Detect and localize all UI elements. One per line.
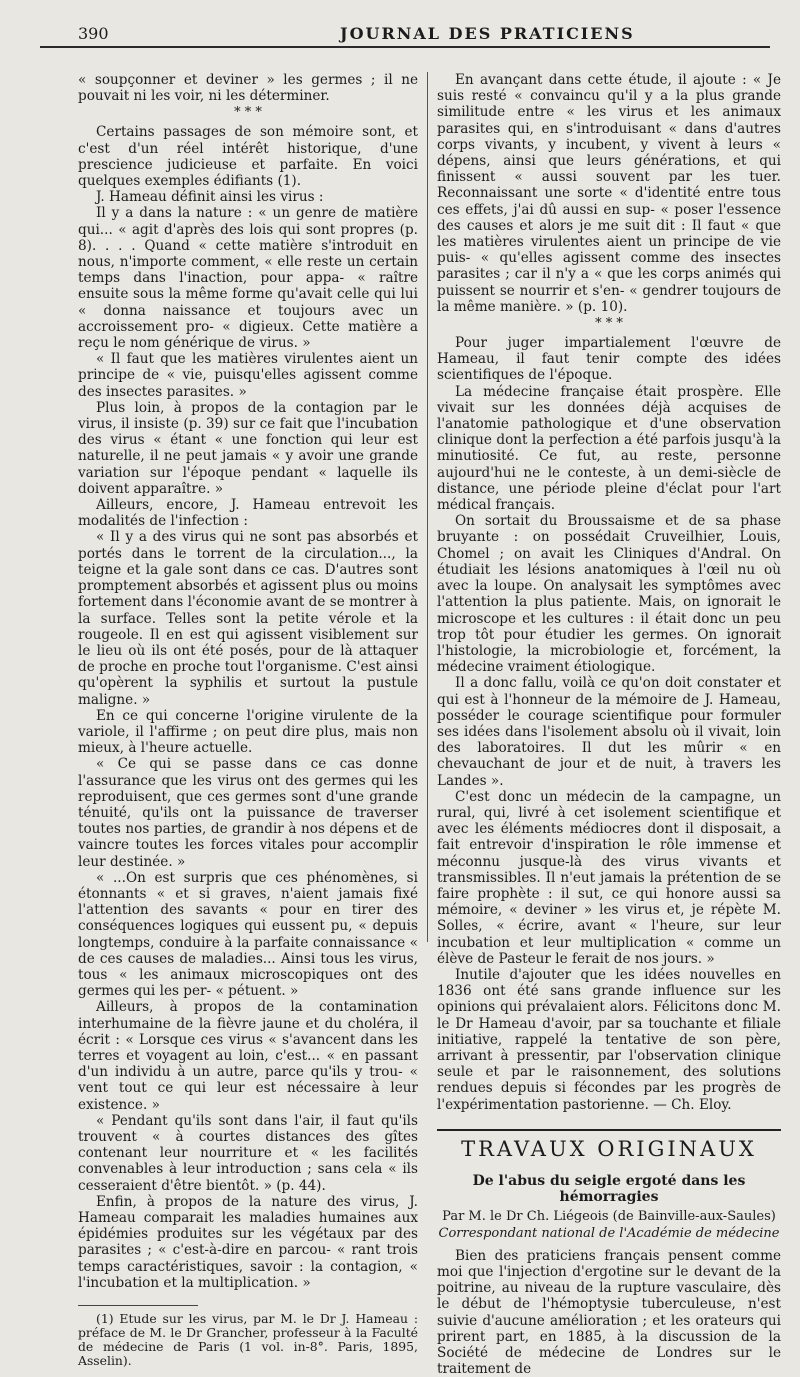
quote-paragraph: « ...On est surpris que ces phénomènes, si étonnants « et si graves, n'aient jamais fixé l'attention des savants « pour en tirer des conséquences logiques qui eussent pu, « depuis longtemps, conduire à la parfaite connaissance « de ces causes de maladies... Ainsi tous les virus, tous « les animaux microscopiques ont des germes qui les per- « pétuent. » — [78, 869, 418, 1000]
paragraph: Inutile d'ajouter que les idées nouvelles en 1836 ont été sans grande influence sur les opinions qui prévalaient alors. Félicitons donc M. le Dr Hameau d'avoir, par sa touchante et filiale initiative, rappelé la tentative de son père, arrivant à pressentir, par l'observation clinique seule et par le raisonnement, des solutions rendues depuis si fécondes par les progrès de l'expérimentation pastorienne. — Ch. Eloy. — [437, 966, 781, 1113]
page-number: 390 — [78, 24, 109, 43]
section-stars: * * * — [234, 105, 262, 121]
paragraph: Ailleurs, à propos de la contamination interhumaine de la fièvre jaune et du choléra, il écrit : « Lorsque ces virus « s'avancent dans les terres et voyagent au loin, c'est... « en passant d'un individu à un autre, parce qu'ils y trou- « vent tout ce qui leur est nécessaire à leur existence. » — [78, 999, 418, 1113]
article-title: De l'abus du seigle ergoté dans les hémorragies — [472, 1173, 746, 1206]
paragraph: La médecine française était prospère. Elle vivait sur les données déjà acquises de l'anatomie pathologique et d'une observation clinique dont la perfection a été parfois jusqu'à la minutiosité. Ce fut, au reste, personne aujourd'hui ne le conteste, à un demi-siècle de distance, une période pleine d'éclat pour l'art médical français. — [437, 383, 781, 514]
paragraph: J. Hameau définit ainsi les virus : — [96, 189, 324, 206]
article-author-role: Correspondant national de l'Académie de médecine — [438, 1225, 780, 1241]
paragraph: C'est donc un médecin de la campagne, un rural, qui, livré à cet isolement scientifique et avec les éléments médiocres dont il disposait, a fait entrevoir d'inspiration le rôle immense et méconnu jusque-là des virus vivants et transmissibles. Il n'eut jamais la prétention de se faire prophète : il sut, ce qui honore aussi sa mémoire, « deviner » les virus et, je répète M. Solles, « écrire, avant « l'heure, sur leur incubation et leur multiplication « comme un élève de Pasteur le ferait de nos jours. » — [437, 788, 781, 967]
paragraph: Plus loin, à propos de la contagion par le virus, il insiste (p. 39) sur ce fait que l'incubation des virus « étant « une fonction qui leur est naturelle, il ne peut jamais « y avoir une grande variation sur l'époque pendant « laquelle ils doivent apparaître. » — [78, 399, 418, 497]
paragraph: « soupçonner et deviner » les germes ; il ne pouvait ni les voir, ni les déterminer. — [78, 72, 418, 105]
paragraph: En avançant dans cette étude, il ajoute : « Je suis resté « convaincu qu'il y a la plus grande similitude entre « les virus et les animaux parasites qui, en s'introduisant « dans d'autres corps vivants, y incubent, y vivent à leurs « dépens, ainsi que leurs générations, et qui finissent « aussi souvent par les tuer. Reconnaissant une sorte « d'identité entre tous ces effets, j'ai dû aussi en sup- « poser l'essence des causes et alors je me suit dit : Il faut « que les matières virulentes aient un principe de vie puis- « qu'elles agissent comme des insectes parasites ; car il n'y a « que les corps animés qui puissent se nourrir et s'en- « gendrer toujours de la même manière. » (p. 10). — [437, 72, 781, 315]
quote-paragraph: « Ce qui se passe dans ce cas donne l'assurance que les virus ont des germes qui les reproduisent, que ces germes sont d'une grande ténuité, qu'ils ont la puissance de traverser toutes nos parties, de grandir à nos dépens et de vaincre toutes les forces vitales pour accomplir leur destinée. » — [78, 756, 418, 870]
paragraph: Il a donc fallu, voilà ce qu'on doit constater et qui est à l'honneur de la mémoire de J. Hameau, posséder le courage scientifique pour formuler ses idées dans l'isolement absolu où il vivait, loin des laboratoires. Il dut les mûrir « en chevauchant de jour et de nuit, à travers les Landes ». — [437, 675, 781, 789]
quote-paragraph: « Il faut que les matières virulentes aient un principe de « vie, puisqu'elles agissent comme des insectes parasites. » — [78, 351, 418, 400]
section-title: TRAVAUX ORIGINAUX — [437, 1129, 781, 1157]
quote-paragraph: « Pendant qu'ils sont dans l'air, il faut qu'ils trouvent « à courtes distances des gîtes contenant leur nourriture et « les facilités convenables à leur introduction ; sans cela « ils cesseraient d'être bientôt. » (p. 44). — [78, 1112, 418, 1194]
paragraph: Enfin, à propos de la nature des virus, J. Hameau comparait les maladies humaines aux épidémies produites sur les végétaux par des parasites ; « c'est-à-dire en parcou- « rant trois temps caractéristiques, savoir : la contagion, « l'incubation et la multiplication. » — [78, 1193, 418, 1291]
section-stars: * * * — [595, 316, 623, 332]
article-paragraph: Bien des praticiens français pensent comme moi que l'injection d'ergotine sur le devant de la poitrine, au niveau de la rupture vasculaire, dès le début de l'hémoptysie tuberculeuse, n'est suivie d'aucune amélioration ; et les orateurs qui prirent part, en 1885, à la discussion de la Société de médecine de Londres sur le traitement de — [437, 1247, 781, 1377]
paragraph: Certains passages de son mémoire sont, et c'est d'un réel intérêt historique, d'une prescience judicieuse et parfaite. En voici quelques exemples édifiants (1). — [78, 124, 418, 190]
footnote-rule — [78, 1305, 198, 1306]
footnote: (1) Etude sur les virus, par M. le Dr J. Hameau : préface de M. le Dr Grancher, professeur à la Faculté de médecine de Paris (1 vol. in-8°. Paris, 1895, Asselin). — [78, 1311, 418, 1369]
column-divider — [427, 72, 428, 942]
article-author: Par M. le Dr Ch. Liégeois (de Bainville-aux-Saules) — [442, 1209, 776, 1225]
paragraph: Pour juger impartialement l'œuvre de Hameau, il faut tenir compte des idées scientifiques de l'époque. — [437, 335, 781, 384]
paragraph: On sortait du Broussaisme et de sa phase bruyante : on possédait Cruveilhier, Louis, Chomel ; on avait les Cliniques d'Andral. On étudiait les lésions anatomiques à l'œil nu où avec la loupe. On analysait les symptômes avec l'attention la plus patiente. Mais, on ignorait le microscope et les cultures : il était donc un peu trop tôt pour étudier les germes. On ignorait l'histologie, la microbiologie et, forcément, la médecine vraiment étiologique. — [437, 513, 781, 676]
journal-title: JOURNAL DES PRATICIENS — [340, 24, 635, 43]
quote-paragraph: Il y a dans la nature : « un genre de matière qui... « agit d'après des lois qui sont propres (p. 8). . . . Quand « cette matière s'introduit en nous, n'importe comment, « elle reste un certain temps dans l'inaction, pour appa- « raître ensuite sous la même forme qu'avait celle qui lui « donna naissance et toujours avec un accroissement pro- « digieux. Cette matière a reçu le nom générique de virus. » — [78, 205, 418, 352]
paragraph: Ailleurs, encore, J. Hameau entrevoit les modalités de l'infection : — [78, 497, 418, 530]
quote-paragraph: « Il y a des virus qui ne sont pas absorbés et portés dans le torrent de la circulation..., la teigne et la gale sont dans ce cas. D'autres sont promptement absorbés et agissent plus ou moins fortement dans l'économie avant de se montrer à la surface. Telles sont la petite vérole et la rougeole. Il en est qui agissent visiblement sur le lieu où ils ont été posés, pour de là attaquer de proche en proche tout l'organisme. C'est ainsi qu'opèrent la syphilis et surtout la pustule maligne. » — [78, 529, 418, 708]
left-column — [78, 72, 418, 1368]
page-header — [40, 22, 770, 48]
paragraph: En ce qui concerne l'origine virulente de la variole, il l'affirme ; on peut dire plus, mais non mieux, à l'heure actuelle. — [78, 707, 418, 757]
right-column — [437, 72, 781, 1377]
